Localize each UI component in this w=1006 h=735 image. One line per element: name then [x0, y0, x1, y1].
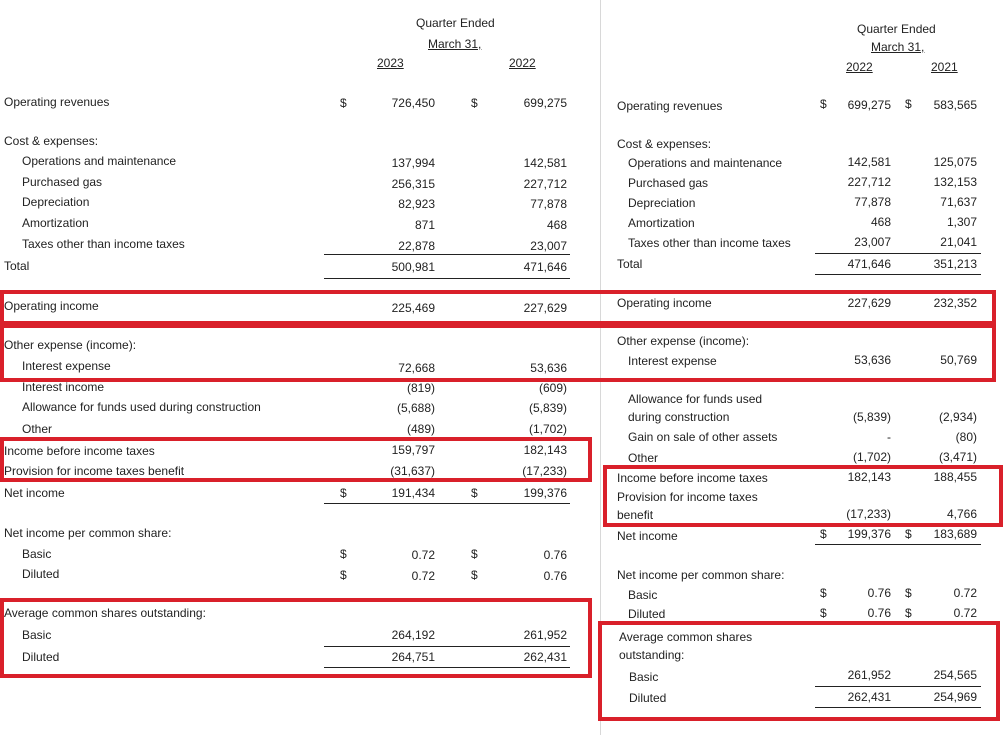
row-label: Diluted — [629, 691, 667, 705]
section-heading: Cost & expenses: — [4, 134, 99, 148]
row-label: Operating income — [4, 299, 99, 313]
value-a: 137,994 — [391, 156, 435, 170]
row-label: Other — [628, 451, 659, 465]
value-b: 4,766 — [946, 507, 977, 521]
value-a: 468 — [870, 215, 891, 229]
value-b: 0.76 — [543, 548, 567, 562]
currency-symbol: $ — [340, 486, 347, 500]
value-b: 227,712 — [523, 177, 567, 191]
value-a: 264,751 — [391, 650, 435, 664]
currency-symbol: $ — [820, 527, 827, 541]
value-b: (3,471) — [938, 450, 977, 464]
value-a: 159,797 — [391, 443, 435, 457]
value-a: 199,376 — [847, 527, 891, 541]
total-rule — [324, 278, 570, 279]
value-b: 0.72 — [953, 606, 977, 620]
row-label: Operating revenues — [617, 99, 723, 113]
subtotal-rule — [815, 523, 981, 524]
row-label: Provision for income taxes benefit — [4, 464, 185, 478]
value-a: 82,923 — [398, 197, 435, 211]
value-b: 254,969 — [933, 690, 977, 704]
value-a: 77,878 — [854, 195, 891, 209]
row-label: Total — [617, 257, 643, 271]
value-a: 500,981 — [391, 260, 435, 274]
value-a: 261,952 — [847, 668, 891, 682]
value-a: 871 — [414, 218, 435, 232]
value-a: 182,143 — [847, 470, 891, 484]
subtotal-rule — [324, 254, 570, 255]
value-b: 199,376 — [523, 486, 567, 500]
value-a: 264,192 — [391, 628, 435, 642]
value-b: 471,646 — [523, 260, 567, 274]
currency-symbol: $ — [340, 568, 347, 582]
header-year-a: 2022 — [846, 60, 873, 74]
row-label: Gain on sale of other assets — [628, 430, 778, 444]
row-label: Diluted — [628, 607, 666, 621]
value-a: 0.72 — [411, 569, 435, 583]
value-a: 0.72 — [411, 548, 435, 562]
value-a: 23,007 — [854, 235, 891, 249]
header-title: Quarter Ended — [857, 22, 936, 36]
value-a: - — [887, 430, 891, 444]
row-label: Allowance for funds used — [628, 392, 763, 406]
value-b: 132,153 — [933, 175, 977, 189]
currency-symbol: $ — [340, 547, 347, 561]
currency-symbol: $ — [905, 606, 912, 620]
row-label: Purchased gas — [628, 176, 709, 190]
value-b: (17,233) — [522, 464, 567, 478]
subtotal-rule — [815, 686, 981, 687]
value-b: (609) — [538, 381, 567, 395]
header-title: Quarter Ended — [416, 16, 495, 30]
row-label: Basic — [22, 628, 52, 642]
row-label: Depreciation — [22, 195, 90, 209]
value-a: 256,315 — [391, 177, 435, 191]
currency-symbol: $ — [471, 486, 478, 500]
section-heading: Net income per common share: — [617, 568, 785, 582]
value-b: (1,702) — [528, 422, 567, 436]
header-date: March 31, — [428, 37, 482, 51]
value-b: 182,143 — [523, 443, 567, 457]
value-b: 1,307 — [946, 215, 977, 229]
row-label: Diluted — [22, 650, 60, 664]
value-b: 262,431 — [523, 650, 567, 664]
value-b: 261,952 — [523, 628, 567, 642]
row-label: Interest expense — [22, 359, 111, 373]
value-b: 0.76 — [543, 569, 567, 583]
row-label: Amortization — [628, 216, 695, 230]
total-rule — [324, 667, 570, 668]
total-rule — [815, 544, 981, 545]
value-a: 227,712 — [847, 175, 891, 189]
row-label: Diluted — [22, 567, 60, 581]
value-b: 227,629 — [523, 301, 567, 315]
row-label: Net income — [617, 529, 678, 543]
value-b: 77,878 — [530, 197, 567, 211]
value-a: 72,668 — [398, 361, 435, 375]
row-label: Taxes other than income taxes — [22, 237, 185, 251]
value-b: 351,213 — [933, 257, 977, 271]
row-label: Interest income — [22, 380, 105, 394]
value-b: 183,689 — [933, 527, 977, 541]
value-b: 583,565 — [933, 98, 977, 112]
value-b: 232,352 — [933, 296, 977, 310]
value-a: (5,839) — [852, 410, 891, 424]
value-a: 0.76 — [867, 606, 891, 620]
value-b: 21,041 — [940, 235, 977, 249]
row-label: Depreciation — [628, 196, 696, 210]
currency-symbol: $ — [471, 568, 478, 582]
value-b: (80) — [955, 430, 977, 444]
value-a: 699,275 — [847, 98, 891, 112]
total-rule — [815, 707, 981, 708]
row-label: Operations and maintenance — [628, 156, 783, 170]
value-b: 53,636 — [530, 361, 567, 375]
header-year-b: 2022 — [509, 56, 536, 70]
section-heading: Net income per common share: — [4, 526, 172, 540]
value-a: 0.76 — [867, 586, 891, 600]
section-heading: Other expense (income): — [4, 338, 137, 352]
value-a: 191,434 — [391, 486, 435, 500]
value-b: 50,769 — [940, 353, 977, 367]
currency-symbol: $ — [905, 97, 912, 111]
value-a: 726,450 — [391, 96, 435, 110]
value-b: 142,581 — [523, 156, 567, 170]
value-b: 699,275 — [523, 96, 567, 110]
total-rule — [324, 503, 570, 504]
row-label: Operating revenues — [4, 95, 110, 109]
value-b: 0.72 — [953, 586, 977, 600]
row-label: Interest expense — [628, 354, 717, 368]
value-b: (2,934) — [938, 410, 977, 424]
row-label: Other — [22, 422, 53, 436]
value-b: 71,637 — [940, 195, 977, 209]
value-a: (17,233) — [846, 507, 891, 521]
currency-symbol: $ — [471, 547, 478, 561]
row-label: Operations and maintenance — [22, 154, 177, 168]
row-label: Provision for income taxes — [617, 490, 758, 504]
value-a: (1,702) — [852, 450, 891, 464]
header-year-b: 2021 — [931, 60, 958, 74]
row-label: Basic — [629, 670, 659, 684]
value-b: 468 — [546, 218, 567, 232]
value-a: (5,688) — [396, 401, 435, 415]
value-a: 225,469 — [391, 301, 435, 315]
section-heading: Average common shares outstanding: — [4, 606, 206, 620]
subtotal-rule — [815, 466, 981, 467]
section-heading: Cost & expenses: — [617, 137, 712, 151]
section-heading: Other expense (income): — [617, 334, 750, 348]
subtotal-rule — [815, 253, 981, 254]
value-b: 23,007 — [530, 239, 567, 253]
currency-symbol: $ — [905, 586, 912, 600]
value-a: 227,629 — [847, 296, 891, 310]
row-label: benefit — [617, 508, 654, 522]
row-label: Income before income taxes — [617, 471, 768, 485]
value-b: 188,455 — [933, 470, 977, 484]
row-label: Purchased gas — [22, 175, 103, 189]
row-label: Basic — [22, 547, 52, 561]
header-year-a: 2023 — [377, 56, 404, 70]
value-b: (5,839) — [528, 401, 567, 415]
value-a: 22,878 — [398, 239, 435, 253]
value-b: 254,565 — [933, 668, 977, 682]
row-label: Allowance for funds used during construction — [22, 400, 261, 414]
value-a: (489) — [406, 422, 435, 436]
currency-symbol: $ — [820, 606, 827, 620]
section-heading: Average common shares — [619, 630, 753, 644]
row-label: Net income — [4, 486, 65, 500]
currency-symbol: $ — [905, 527, 912, 541]
subtotal-rule — [324, 481, 570, 482]
subtotal-rule — [324, 646, 570, 647]
value-a: (819) — [406, 381, 435, 395]
currency-symbol: $ — [471, 96, 478, 110]
header-date: March 31, — [871, 40, 925, 54]
value-a: 471,646 — [847, 257, 891, 271]
right-income-statement — [600, 0, 1006, 735]
value-a: 53,636 — [854, 353, 891, 367]
row-label: Operating income — [617, 296, 712, 310]
value-a: (31,637) — [390, 464, 435, 478]
currency-symbol: $ — [820, 97, 827, 111]
row-label: Amortization — [22, 216, 89, 230]
value-b: 125,075 — [933, 155, 977, 169]
row-label: during construction — [628, 410, 730, 424]
row-label: Basic — [628, 588, 658, 602]
currency-symbol: $ — [820, 586, 827, 600]
total-rule — [815, 274, 981, 275]
section-heading: outstanding: — [619, 648, 685, 662]
currency-symbol: $ — [340, 96, 347, 110]
row-label: Total — [4, 259, 30, 273]
row-label: Income before income taxes — [4, 444, 155, 458]
value-a: 262,431 — [847, 690, 891, 704]
value-a: 142,581 — [847, 155, 891, 169]
row-label: Taxes other than income taxes — [628, 236, 791, 250]
